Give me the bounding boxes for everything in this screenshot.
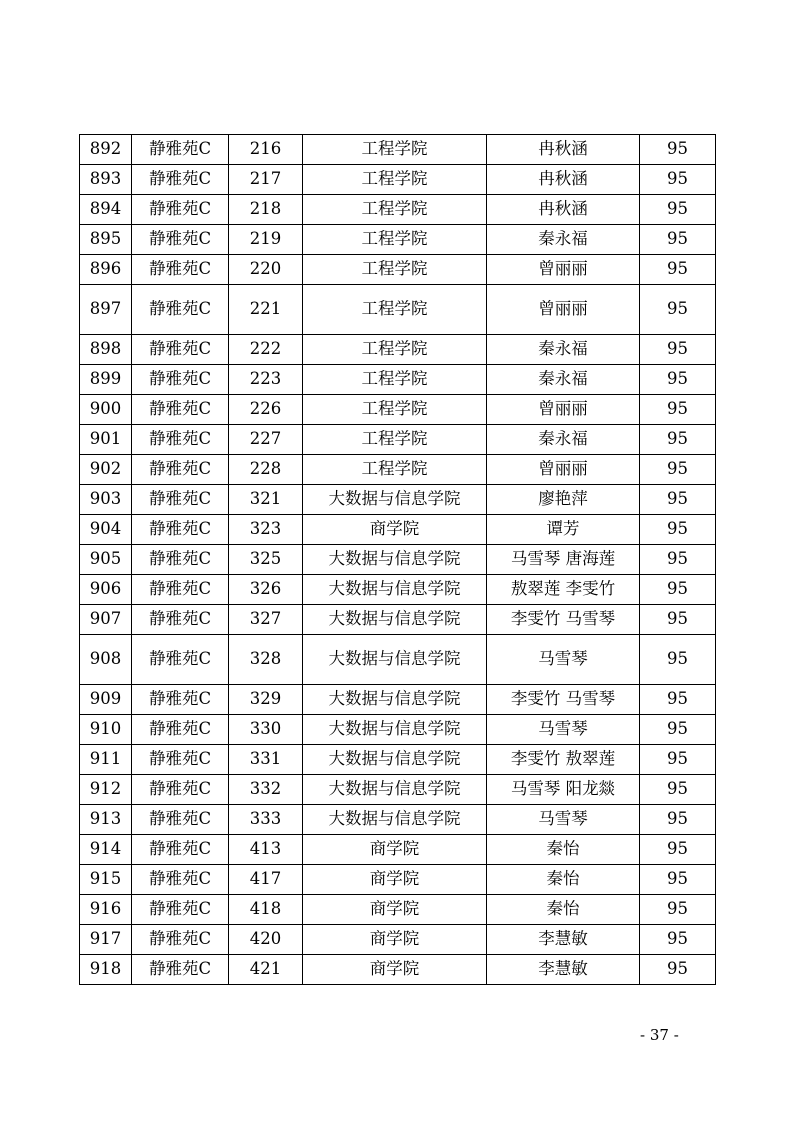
cell-building: 静雅苑C: [132, 165, 229, 195]
cell-college: 工程学院: [303, 195, 487, 225]
cell-counselor: 秦永福: [487, 425, 640, 455]
dormitory-score-table: [79, 134, 716, 985]
cell-score: 95: [640, 545, 716, 575]
cell-no: 896: [80, 255, 132, 285]
cell-no: 894: [80, 195, 132, 225]
cell-counselor: 马雪琴: [487, 715, 640, 745]
cell-counselor: 秦怡: [487, 835, 640, 865]
cell-counselor: 曾丽丽: [487, 455, 640, 485]
cell-building: 静雅苑C: [132, 895, 229, 925]
cell-score: 95: [640, 715, 716, 745]
cell-counselor: 秦永福: [487, 335, 640, 365]
cell-score: 95: [640, 865, 716, 895]
cell-score: 95: [640, 635, 716, 685]
cell-no: 911: [80, 745, 132, 775]
cell-no: 902: [80, 455, 132, 485]
cell-room: 222: [229, 335, 303, 365]
cell-score: 95: [640, 775, 716, 805]
cell-room: 221: [229, 285, 303, 335]
cell-room: 228: [229, 455, 303, 485]
cell-room: 420: [229, 925, 303, 955]
cell-no: 916: [80, 895, 132, 925]
cell-counselor: 冉秋涵: [487, 165, 640, 195]
cell-score: 95: [640, 515, 716, 545]
cell-room: 216: [229, 135, 303, 165]
cell-building: 静雅苑C: [132, 925, 229, 955]
cell-score: 95: [640, 895, 716, 925]
cell-building: 静雅苑C: [132, 685, 229, 715]
cell-college: 工程学院: [303, 135, 487, 165]
cell-score: 95: [640, 485, 716, 515]
cell-no: 915: [80, 865, 132, 895]
cell-building: 静雅苑C: [132, 745, 229, 775]
page-number: - 37 -: [640, 1026, 679, 1044]
cell-building: 静雅苑C: [132, 715, 229, 745]
cell-room: 330: [229, 715, 303, 745]
cell-counselor: 李雯竹 马雪琴: [487, 605, 640, 635]
cell-score: 95: [640, 575, 716, 605]
cell-college: 商学院: [303, 895, 487, 925]
cell-score: 95: [640, 685, 716, 715]
cell-room: 219: [229, 225, 303, 255]
cell-no: 909: [80, 685, 132, 715]
cell-room: 226: [229, 395, 303, 425]
cell-college: 工程学院: [303, 255, 487, 285]
cell-building: 静雅苑C: [132, 545, 229, 575]
cell-room: 333: [229, 805, 303, 835]
cell-counselor: 敖翠莲 李雯竹: [487, 575, 640, 605]
cell-building: 静雅苑C: [132, 775, 229, 805]
cell-room: 218: [229, 195, 303, 225]
cell-room: 326: [229, 575, 303, 605]
cell-score: 95: [640, 135, 716, 165]
cell-college: 大数据与信息学院: [303, 605, 487, 635]
cell-no: 897: [80, 285, 132, 335]
cell-score: 95: [640, 805, 716, 835]
cell-room: 421: [229, 955, 303, 985]
cell-room: 418: [229, 895, 303, 925]
cell-college: 大数据与信息学院: [303, 775, 487, 805]
cell-score: 95: [640, 195, 716, 225]
cell-score: 95: [640, 285, 716, 335]
cell-no: 907: [80, 605, 132, 635]
cell-building: 静雅苑C: [132, 195, 229, 225]
cell-score: 95: [640, 835, 716, 865]
cell-no: 904: [80, 515, 132, 545]
cell-college: 商学院: [303, 835, 487, 865]
cell-college: 工程学院: [303, 165, 487, 195]
cell-score: 95: [640, 165, 716, 195]
cell-room: 223: [229, 365, 303, 395]
cell-college: 大数据与信息学院: [303, 545, 487, 575]
cell-no: 903: [80, 485, 132, 515]
cell-counselor: 曾丽丽: [487, 255, 640, 285]
cell-room: 417: [229, 865, 303, 895]
cell-college: 大数据与信息学院: [303, 635, 487, 685]
cell-building: 静雅苑C: [132, 365, 229, 395]
cell-building: 静雅苑C: [132, 635, 229, 685]
cell-building: 静雅苑C: [132, 225, 229, 255]
cell-score: 95: [640, 395, 716, 425]
cell-building: 静雅苑C: [132, 485, 229, 515]
cell-room: 217: [229, 165, 303, 195]
cell-college: 工程学院: [303, 285, 487, 335]
cell-college: 工程学院: [303, 225, 487, 255]
cell-counselor: 廖艳萍: [487, 485, 640, 515]
cell-college: 工程学院: [303, 395, 487, 425]
cell-no: 917: [80, 925, 132, 955]
cell-college: 大数据与信息学院: [303, 745, 487, 775]
cell-room: 413: [229, 835, 303, 865]
cell-counselor: 马雪琴: [487, 635, 640, 685]
cell-building: 静雅苑C: [132, 805, 229, 835]
cell-room: 323: [229, 515, 303, 545]
cell-no: 910: [80, 715, 132, 745]
cell-no: 914: [80, 835, 132, 865]
cell-college: 商学院: [303, 925, 487, 955]
cell-room: 329: [229, 685, 303, 715]
cell-score: 95: [640, 335, 716, 365]
cell-college: 大数据与信息学院: [303, 575, 487, 605]
cell-counselor: 马雪琴 阳龙燚: [487, 775, 640, 805]
cell-building: 静雅苑C: [132, 865, 229, 895]
cell-score: 95: [640, 455, 716, 485]
cell-room: 331: [229, 745, 303, 775]
cell-room: 325: [229, 545, 303, 575]
cell-college: 大数据与信息学院: [303, 685, 487, 715]
cell-room: 327: [229, 605, 303, 635]
cell-room: 321: [229, 485, 303, 515]
table-body: [80, 135, 716, 985]
cell-building: 静雅苑C: [132, 255, 229, 285]
cell-score: 95: [640, 955, 716, 985]
cell-college: 大数据与信息学院: [303, 805, 487, 835]
cell-no: 912: [80, 775, 132, 805]
cell-counselor: 秦怡: [487, 895, 640, 925]
cell-college: 大数据与信息学院: [303, 715, 487, 745]
cell-building: 静雅苑C: [132, 285, 229, 335]
cell-counselor: 冉秋涵: [487, 135, 640, 165]
cell-score: 95: [640, 605, 716, 635]
cell-no: 895: [80, 225, 132, 255]
cell-counselor: 马雪琴 唐海莲: [487, 545, 640, 575]
cell-college: 工程学院: [303, 335, 487, 365]
cell-no: 906: [80, 575, 132, 605]
cell-building: 静雅苑C: [132, 955, 229, 985]
cell-counselor: 李雯竹 马雪琴: [487, 685, 640, 715]
cell-no: 899: [80, 365, 132, 395]
cell-building: 静雅苑C: [132, 455, 229, 485]
cell-building: 静雅苑C: [132, 425, 229, 455]
cell-counselor: 谭芳: [487, 515, 640, 545]
cell-counselor: 曾丽丽: [487, 285, 640, 335]
cell-building: 静雅苑C: [132, 395, 229, 425]
cell-no: 918: [80, 955, 132, 985]
cell-building: 静雅苑C: [132, 135, 229, 165]
cell-room: 328: [229, 635, 303, 685]
cell-counselor: 李慧敏: [487, 955, 640, 985]
cell-college: 商学院: [303, 515, 487, 545]
cell-counselor: 李雯竹 敖翠莲: [487, 745, 640, 775]
cell-no: 892: [80, 135, 132, 165]
cell-college: 商学院: [303, 865, 487, 895]
cell-no: 898: [80, 335, 132, 365]
cell-score: 95: [640, 745, 716, 775]
cell-college: 工程学院: [303, 425, 487, 455]
cell-counselor: 李慧敏: [487, 925, 640, 955]
cell-college: 商学院: [303, 955, 487, 985]
cell-building: 静雅苑C: [132, 605, 229, 635]
cell-score: 95: [640, 255, 716, 285]
cell-building: 静雅苑C: [132, 575, 229, 605]
cell-counselor: 秦怡: [487, 865, 640, 895]
cell-college: 工程学院: [303, 455, 487, 485]
cell-room: 227: [229, 425, 303, 455]
cell-no: 908: [80, 635, 132, 685]
cell-college: 大数据与信息学院: [303, 485, 487, 515]
cell-building: 静雅苑C: [132, 515, 229, 545]
cell-counselor: 曾丽丽: [487, 395, 640, 425]
cell-counselor: 秦永福: [487, 225, 640, 255]
cell-score: 95: [640, 425, 716, 455]
cell-no: 905: [80, 545, 132, 575]
cell-counselor: 马雪琴: [487, 805, 640, 835]
cell-score: 95: [640, 925, 716, 955]
cell-no: 893: [80, 165, 132, 195]
cell-college: 工程学院: [303, 365, 487, 395]
cell-counselor: 冉秋涵: [487, 195, 640, 225]
cell-no: 901: [80, 425, 132, 455]
cell-no: 900: [80, 395, 132, 425]
cell-building: 静雅苑C: [132, 335, 229, 365]
cell-score: 95: [640, 225, 716, 255]
cell-room: 332: [229, 775, 303, 805]
cell-room: 220: [229, 255, 303, 285]
cell-score: 95: [640, 365, 716, 395]
cell-building: 静雅苑C: [132, 835, 229, 865]
cell-no: 913: [80, 805, 132, 835]
cell-counselor: 秦永福: [487, 365, 640, 395]
